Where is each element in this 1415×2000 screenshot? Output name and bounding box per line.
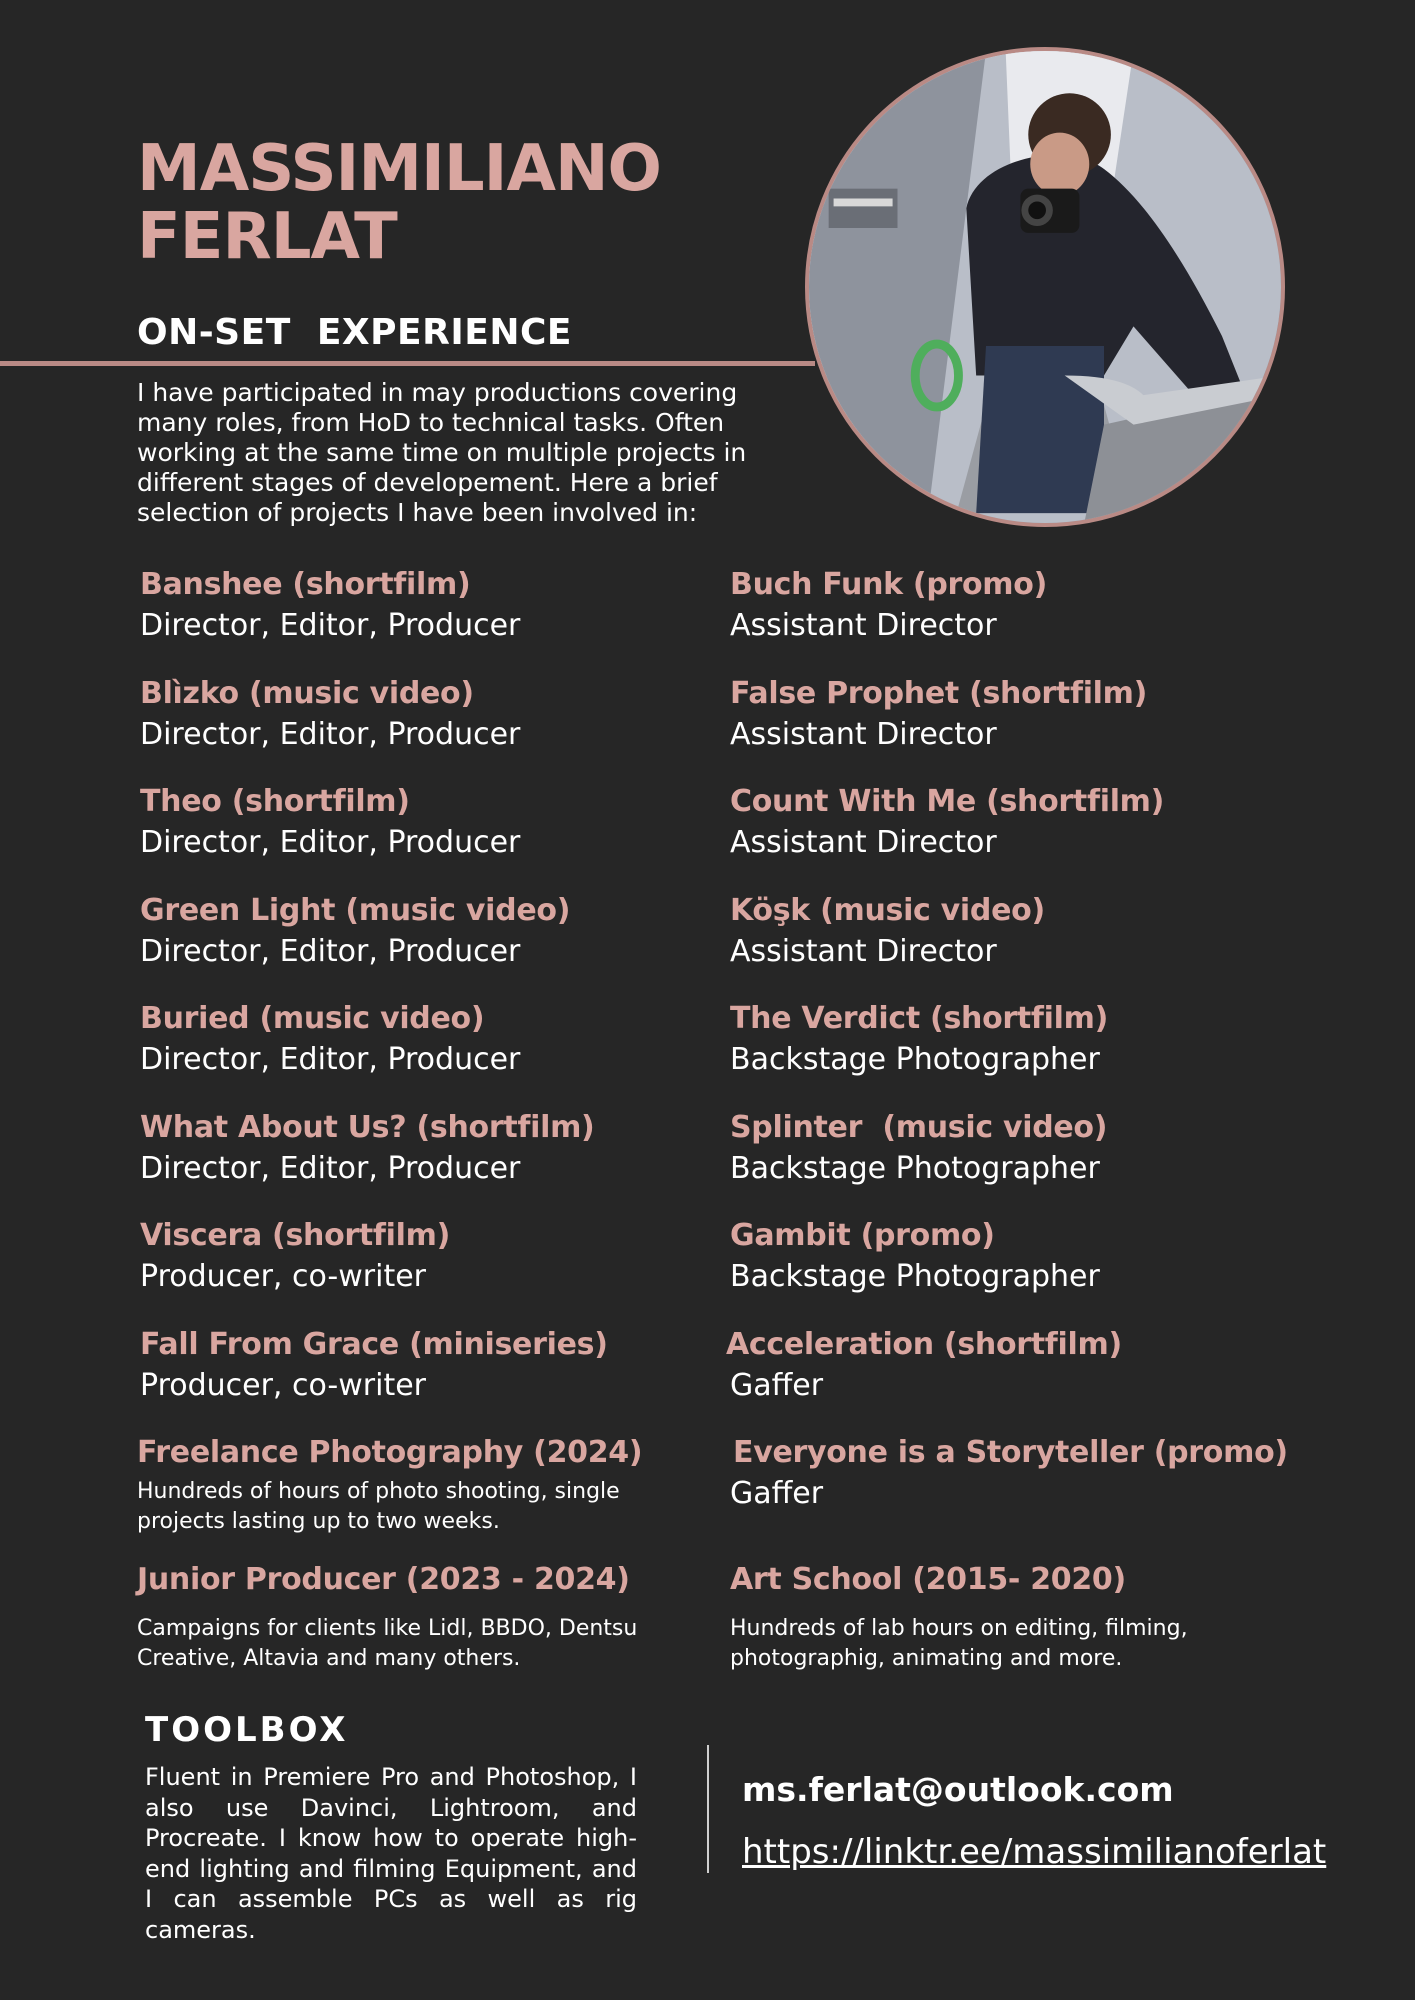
- experience-description: Campaigns for clients like Lidl, BBDO, Dentsu Creative, Altavia and many others.: [137, 1615, 638, 1671]
- name-heading: [137, 132, 661, 274]
- project-title: False Prophet (shortfilm): [730, 675, 1148, 711]
- project-entry: [140, 565, 700, 674]
- project-title: Viscera (shortfilm): [140, 1218, 451, 1253]
- project-entry: [730, 674, 1290, 783]
- project-entry: [140, 999, 700, 1108]
- project-entry: [730, 891, 1290, 1000]
- project-role: Backstage Photographer: [730, 1150, 1100, 1186]
- project-title: Count With Me (shortfilm): [730, 784, 1165, 819]
- project-title: Everyone is a Storyteller (promo): [733, 1435, 1288, 1470]
- project-role: Gaffer: [730, 1476, 824, 1511]
- project-title: Buried (music video): [140, 1001, 485, 1036]
- project-role: Producer, co-writer: [140, 1259, 426, 1294]
- project-title: Gambit (promo): [730, 1218, 995, 1253]
- experience-entry: [137, 1433, 700, 1542]
- project-role: Backstage Photographer: [730, 1042, 1100, 1077]
- project-entry: [730, 565, 1290, 674]
- section-divider: [0, 361, 815, 366]
- experience-entry: [137, 1560, 700, 1669]
- project-title: Splinter (music video): [730, 1109, 1108, 1145]
- project-title: Banshee (shortfilm): [140, 567, 471, 602]
- toolbox-text: Fluent in Premiere Pro and Photoshop, I also use Davinci, Lightroom, and Procreate. I know how to operate high-end lighting and filming Equipment, and I can assemble PCs as well as rig cameras.: [145, 1763, 637, 1944]
- project-role: Assistant Director: [730, 933, 997, 969]
- project-title: Buch Funk (promo): [730, 567, 1047, 602]
- project-entry: [140, 782, 700, 891]
- project-role: Director, Editor, Producer: [140, 1150, 521, 1186]
- contact-divider: [707, 1745, 709, 1873]
- project-role: Backstage Photographer: [730, 1259, 1100, 1294]
- left-column: [137, 565, 700, 1671]
- project-title: What About Us? (shortfilm): [140, 1109, 595, 1145]
- project-role: Director, Editor, Producer: [140, 608, 521, 643]
- project-title: The Verdict (shortfilm): [730, 1001, 1109, 1036]
- experience-title: Art School (2015- 2020): [730, 1561, 1126, 1597]
- experience-title: Junior Producer (2023 - 2024): [137, 1561, 630, 1597]
- project-entry: [730, 1216, 1290, 1325]
- project-role: Producer, co-writer: [140, 1367, 426, 1403]
- project-entry: [140, 1325, 700, 1434]
- project-entry: [730, 782, 1290, 891]
- project-role: Director, Editor, Producer: [140, 825, 521, 860]
- project-entry: [726, 1325, 1290, 1434]
- photographer-illustration: [809, 51, 1281, 523]
- experience-title: Freelance Photography (2024): [137, 1435, 643, 1470]
- last-name: FERLAT: [137, 200, 397, 274]
- project-title: Green Light (music video): [140, 892, 571, 928]
- project-entry: [140, 1108, 700, 1217]
- toolbox-title: TOOLBOX: [145, 1710, 349, 1750]
- project-role: Assistant Director: [730, 608, 997, 643]
- project-role: Director, Editor, Producer: [140, 716, 521, 752]
- intro-paragraph: I have participated in may productions covering many roles, from HoD to technical tasks. Often working at the same time on multiple projects in different stages of developement. Here a brief selection of projects I have been involved in:: [137, 378, 747, 527]
- experience-entry: [730, 1560, 1290, 1669]
- project-title: Blìzko (music video): [140, 675, 474, 711]
- project-role: Assistant Director: [730, 825, 997, 860]
- project-role: Gaffer: [730, 1367, 824, 1403]
- right-column: [726, 565, 1290, 1671]
- linktree-link[interactable]: https://linktr.ee/massimilianoferlat: [742, 1832, 1327, 1872]
- project-role: Assistant Director: [730, 716, 997, 752]
- experience-description: Hundreds of lab hours on editing, filming, photographig, animating and more.: [730, 1615, 1188, 1671]
- project-entry: [730, 999, 1290, 1108]
- project-title: Theo (shortfilm): [140, 784, 410, 819]
- project-role: Director, Editor, Producer: [140, 1042, 521, 1077]
- email-link[interactable]: ms.ferlat@outlook.com: [742, 1770, 1174, 1809]
- project-role: Director, Editor, Producer: [140, 933, 521, 969]
- first-name: MASSIMILIANO: [137, 132, 661, 206]
- project-title: Köşk (music video): [730, 892, 1045, 928]
- project-entry: [140, 891, 700, 1000]
- project-entry: [730, 1108, 1290, 1217]
- experience-description: Hundreds of hours of photo shooting, single projects lasting up to two weeks.: [137, 1479, 620, 1534]
- profile-photo: [805, 47, 1285, 527]
- project-entry: [140, 674, 700, 783]
- project-entry: [140, 1216, 700, 1325]
- project-entry: [730, 1433, 1290, 1542]
- section-title: ON-SET EXPERIENCE: [137, 312, 572, 353]
- project-title: Acceleration (shortfilm): [726, 1326, 1122, 1362]
- project-title: Fall From Grace (miniseries): [140, 1326, 608, 1362]
